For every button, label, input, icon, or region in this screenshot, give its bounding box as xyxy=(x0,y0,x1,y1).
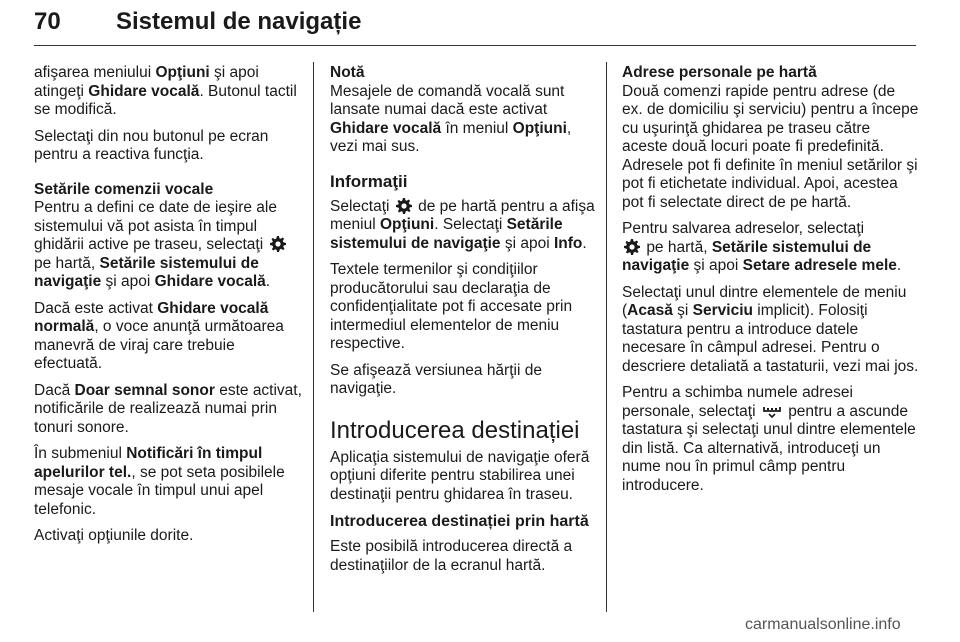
paragraph: În submeniul Notificări în timpul apelurilor tel., se pot seta posibilele mesaje vocale în timpul unui apel telefonic. xyxy=(34,445,285,518)
paragraph: Selectaţi de pe hartă pentru a afişa meniul Opţiuni. Selectaţi Setările sistemului de navigaţie şi apoi Info. xyxy=(330,197,595,252)
paragraph: Dacă Doar semnal sonor este activat, notificările de realizează numai prin tonuri sonore. xyxy=(34,381,302,436)
paragraph: Se afişează versiunea hărţii de navigaţie. xyxy=(330,361,542,397)
paragraph: Două comenzi rapide pentru adrese (de ex. de domiciliu şi serviciu) pentru a începe cu uşurinţă ghidarea pe traseu către aceste două locuri poate fi predefinită. Adresele pot fi definite în meniul setărilor şi pot fi etichetate individual. Apoi, acestea pot fi selectate direct de pe hartă. xyxy=(622,82,919,211)
header-rule xyxy=(34,45,916,46)
paragraph: afişarea meniului Opţiuni şi apoi atingeţi Ghidare vocală. Butonul tactil se modifică. xyxy=(34,64,297,118)
paragraph: Este posibilă introducerea directă a destinaţiilor de la ecranul hartă. xyxy=(330,538,573,574)
paragraph: Dacă este activat Ghidare vocală normală, o voce anunţă următoarea manevră de viraj care trebuie efectuată. xyxy=(34,299,284,372)
section-heading: Informaţii xyxy=(330,171,408,191)
section-heading: Introducerea destinației prin hartă xyxy=(330,513,589,530)
gear-icon xyxy=(624,239,640,255)
column-1 xyxy=(34,64,304,554)
column-3 xyxy=(622,64,920,503)
column-2 xyxy=(330,64,595,583)
paragraph: Pentru salvarea adreselor, selectaţi pe hartă, Setările sistemului de navigaţie şi apoi Setare adresele mele. xyxy=(622,220,902,274)
gear-icon xyxy=(396,198,412,214)
watermark: carmanualsonline.info xyxy=(745,616,901,633)
paragraph: Activaţi opţiunile dorite. xyxy=(34,527,194,544)
page-title: Sistemul de navigație xyxy=(116,8,362,35)
paragraph: Pentru a schimba numele adresei personale, selectaţi pentru a ascunde tastatura şi selectaţi unul dintre elementele din listă. Ca alternativă, introduceţi un nume nou în primul câmp pentru introducere. xyxy=(622,384,916,494)
page-header xyxy=(34,8,914,48)
column-divider-2 xyxy=(606,62,607,612)
chapter-heading: Introducerea destinației xyxy=(330,416,580,444)
page-number: 70 xyxy=(34,8,61,35)
paragraph: Pentru a defini ce date de ieşire ale sistemului vă pot asista în timpul ghidării active pe traseu, selectaţi pe hartă, Setările sistemului de navigaţie şi apoi Ghidare vocală. xyxy=(34,199,304,292)
gear-icon xyxy=(270,236,286,252)
column-divider-1 xyxy=(313,62,314,612)
note-text: Mesajele de comandă vocală sunt lansate numai dacă este activat Ghidare vocală în meniul Opţiuni, vezi mai sus. xyxy=(330,82,572,155)
note-heading: Notă xyxy=(330,64,365,81)
paragraph: Selectaţi unul dintre elementele de meniu (Acasă şi Serviciu implicit). Folosiţi tastatura pentru a introduce datele necesare în câmpul adresei. Pentru o descriere detaliată a tastaturii, vezi mai jos. xyxy=(622,283,919,375)
section-heading: Adrese personale pe hartă xyxy=(622,64,817,81)
paragraph: Textele termenilor şi condiţiilor producătorului sau declaraţia de confidenţialitate pot fi accesate prin intermediul elementelor de meniu respective. xyxy=(330,261,573,352)
paragraph: Aplicaţia sistemului de navigaţie oferă opţiuni diferite pentru stabilirea unei destinaţii pentru ghidarea în traseu. xyxy=(330,448,590,503)
paragraph: Selectaţi din nou butonul pe ecran pentru a reactiva funcţia. xyxy=(34,127,269,163)
keyboard-hide-icon xyxy=(762,404,782,418)
section-heading: Setările comenzii vocale xyxy=(34,180,214,198)
